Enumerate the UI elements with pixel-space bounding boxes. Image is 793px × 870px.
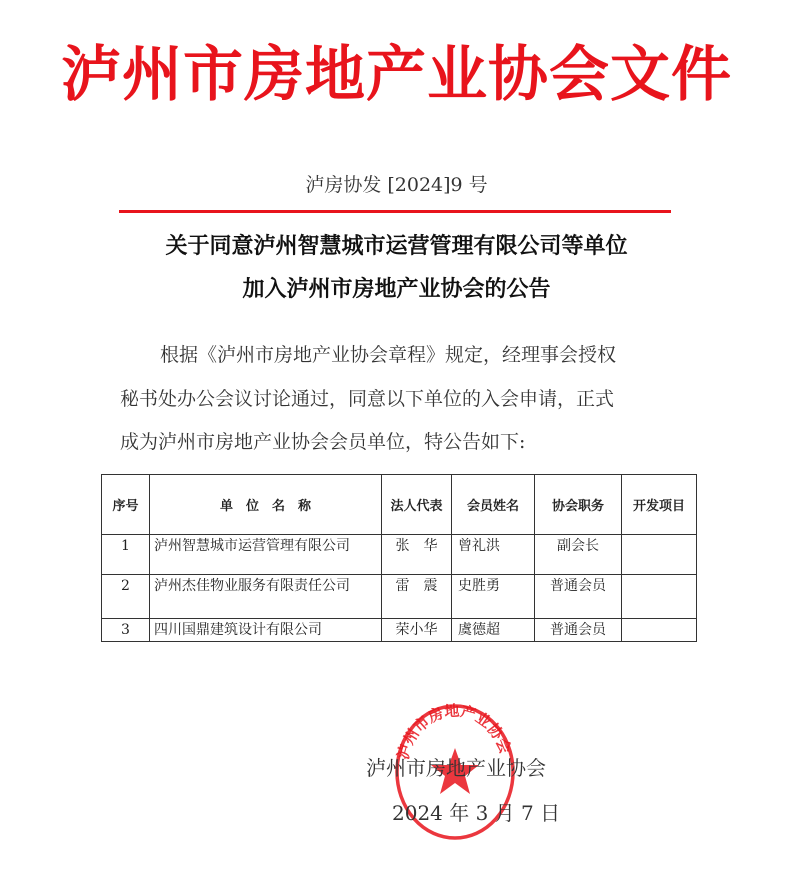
cell-position: 普通会员 [535, 619, 622, 642]
cell-unit-name: 四川国鼎建筑设计有限公司 [150, 619, 382, 642]
table-row [102, 575, 697, 619]
notice-title-line2: 加入泸州市房地产业协会的公告 [242, 276, 551, 302]
cell-index: 2 [102, 575, 150, 619]
table-row [102, 619, 697, 642]
header-index: 序号 [102, 475, 150, 535]
table-row [102, 535, 697, 575]
header-member-name: 会员姓名 [452, 475, 535, 535]
header-position: 协会职务 [535, 475, 622, 535]
cell-index: 3 [102, 619, 150, 642]
document-number: 泸房协发 [2024]9 号 [305, 174, 488, 196]
cell-project [622, 619, 697, 642]
notice-title-line1: 关于同意泸州智慧城市运营管理有限公司等单位 [165, 233, 628, 259]
cell-legal-rep: 张 华 [382, 535, 452, 575]
body-paragraph-line2: 秘书处办公会议讨论通过，同意以下单位的入会申请，正式 [120, 388, 615, 410]
header-unit-name: 单 位 名 称 [150, 475, 382, 535]
cell-project [622, 535, 697, 575]
member-table [101, 474, 697, 642]
header-project: 开发项目 [622, 475, 697, 535]
signature-organization: 泸州市房地产业协会 [366, 756, 546, 780]
cell-index: 1 [102, 535, 150, 575]
document-header-title: 泸州市房地产业协会文件 [61, 40, 732, 110]
cell-member-name: 史胜勇 [452, 575, 535, 619]
cell-legal-rep: 荣小华 [382, 619, 452, 642]
body-paragraph-line3: 成为泸州市房地产业协会会员单位，特公告如下: [120, 431, 526, 453]
cell-member-name: 虞德超 [452, 619, 535, 642]
signature-date: 2024 年 3 月 7 日 [392, 801, 561, 825]
cell-legal-rep: 雷 震 [382, 575, 452, 619]
header-divider [119, 210, 671, 213]
table-header-row [102, 475, 697, 535]
body-paragraph-line1: 根据《泸州市房地产业协会章程》规定，经理事会授权 [160, 344, 617, 366]
header-legal-rep: 法人代表 [382, 475, 452, 535]
cell-project [622, 575, 697, 619]
cell-position: 副会长 [535, 535, 622, 575]
cell-position: 普通会员 [535, 575, 622, 619]
cell-member-name: 曾礼洪 [452, 535, 535, 575]
cell-unit-name: 泸州杰佳物业服务有限责任公司 [150, 575, 382, 619]
cell-unit-name: 泸州智慧城市运营管理有限公司 [150, 535, 382, 575]
svg-text:泸州市房地产业协会: 泸州市房地产业协会 [393, 701, 515, 762]
